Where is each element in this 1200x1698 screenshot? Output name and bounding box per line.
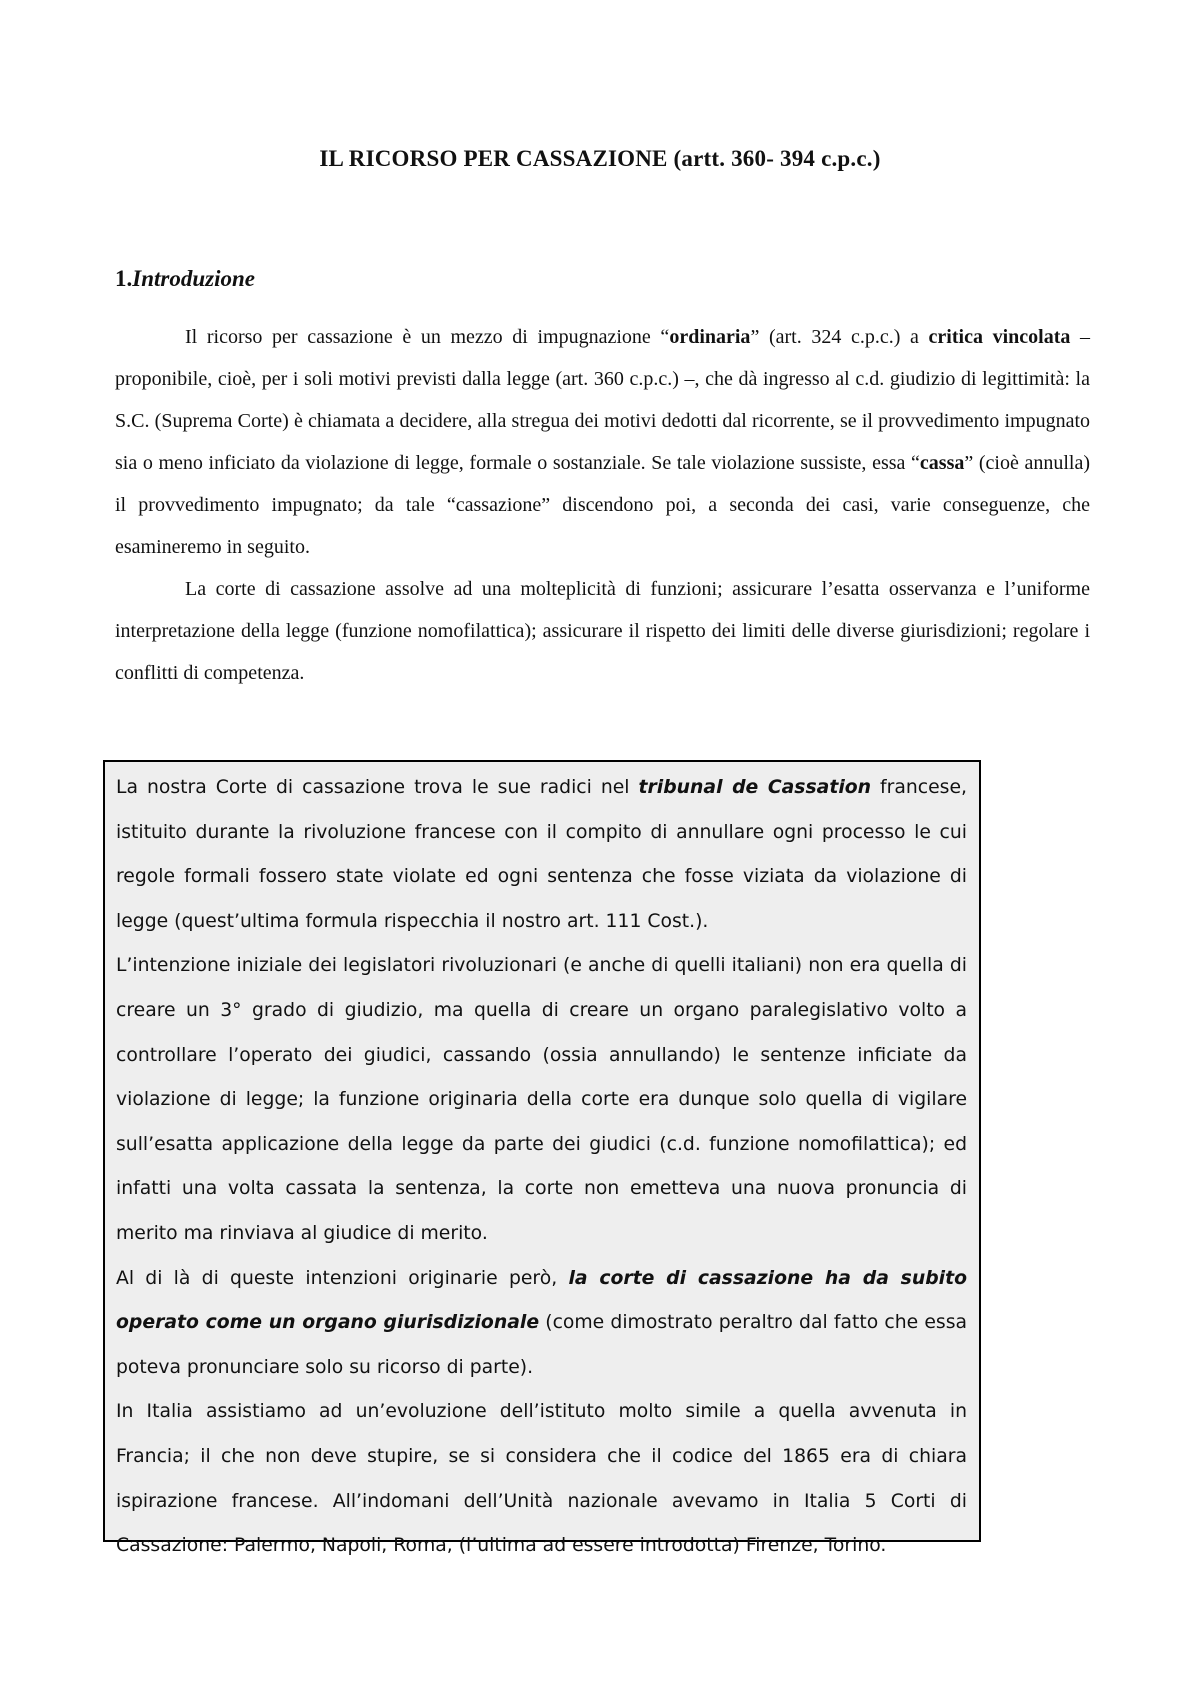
paragraph: La corte di cassazione assolve ad una molteplicità di funzioni; assicurare l’esatta osservanza e l’uniforme interpretazione della legge (funzione nomofilattica); assicurare il rispetto dei limiti delle diverse giurisdizioni; regolare i conflitti di competenza.	[115, 578, 1090, 684]
box-text	[116, 766, 967, 1569]
box-paragraph: In Italia assistiamo ad un’evoluzione dell’istituto molto simile a quella avvenuta in Francia; il che non deve stupire, se si considera che il codice del 1865 era di chiara ispirazione francese. All’indomani dell’Unità nazionale avevamo in Italia 5 Corti di Cassazione: Palermo, Napoli, Roma, (l’ultima ad essere introdotta) Firenze, Torino.	[116, 1401, 967, 1557]
section-title: Introduzione	[132, 266, 255, 291]
text-run: Il ricorso per cassazione è un mezzo di impugnazione “	[185, 326, 670, 348]
history-box	[103, 760, 981, 1557]
paragraph	[115, 316, 1090, 568]
text-run: Al di là di queste intenzioni originarie però,	[116, 1267, 569, 1289]
box-paragraph: L’intenzione iniziale dei legislatori rivoluzionari (e anche di quelli italiani) non era quella di creare un 3° grado di giudizio, ma quella di creare un organo paralegislativo volto a controllare l’operato dei giudici, cassando (ossia annullando) le sentenze inficiate da violazione di legge; la funzione originaria della corte era dunque solo quella di vigilare sull’esatta applicazione della legge da parte dei giudici (c.d. funzione nomofilattica); ed infatti una volta cassata la sentenza, la corte non emetteva una nuova pronuncia di merito ma rinviava al giudice di merito.	[116, 955, 967, 1244]
box-paragraph	[116, 766, 967, 944]
text-run: ” (cioè annulla) il provvedimento impugnato; da tale “cassazione” discendono poi, a seconda dei casi, varie conseguenze, che esamineremo in seguito.	[115, 452, 1091, 558]
body-text	[115, 316, 1090, 694]
bold-term: ordinaria	[669, 326, 751, 348]
text-run: ” (art. 324 c.p.c.) a	[750, 326, 929, 348]
document-title: IL RICORSO PER CASSAZIONE (artt. 360- 394 c.p.c.)	[319, 146, 881, 171]
bold-italic-term: tribunal de Cassation	[638, 777, 872, 798]
section-heading	[115, 266, 255, 292]
bold-term: critica vincolata	[928, 326, 1071, 348]
text-run: francese, istituito durante la rivoluzione francese con il compito di annullare ogni processo le cui regole formali fossero state violate ed ogni sentenza che fosse viziata da violazione di legge (quest’ultima formula rispecchia il nostro art. 111 Cost.).	[116, 777, 967, 932]
box-paragraph	[116, 1257, 967, 1391]
text-run: (come dimostrato peraltro dal fatto che essa poteva pronunciare solo su ricorso di parte).	[116, 1312, 967, 1378]
text-run: La nostra Corte di cassazione trova le sue radici nel	[116, 777, 639, 798]
section-number: 1.	[115, 266, 133, 291]
bold-term: cassa	[919, 452, 965, 474]
bold-italic-term: la corte di cassazione ha da subito operato come un organo giurisdizionale	[116, 1267, 967, 1334]
text-run: – proponibile, cioè, per i soli motivi previsti dalla legge (art. 360 c.p.c.) –, che dà ingresso al c.d. giudizio di legittimità: la S.C. (Suprema Corte) è chiamata a decidere, alla stregua dei motivi dedotti dal ricorrente, se il provvedimento impugnato sia o meno inficiato da violazione di legge, formale o sostanziale. Se tale violazione sussiste, essa “	[115, 326, 1090, 474]
